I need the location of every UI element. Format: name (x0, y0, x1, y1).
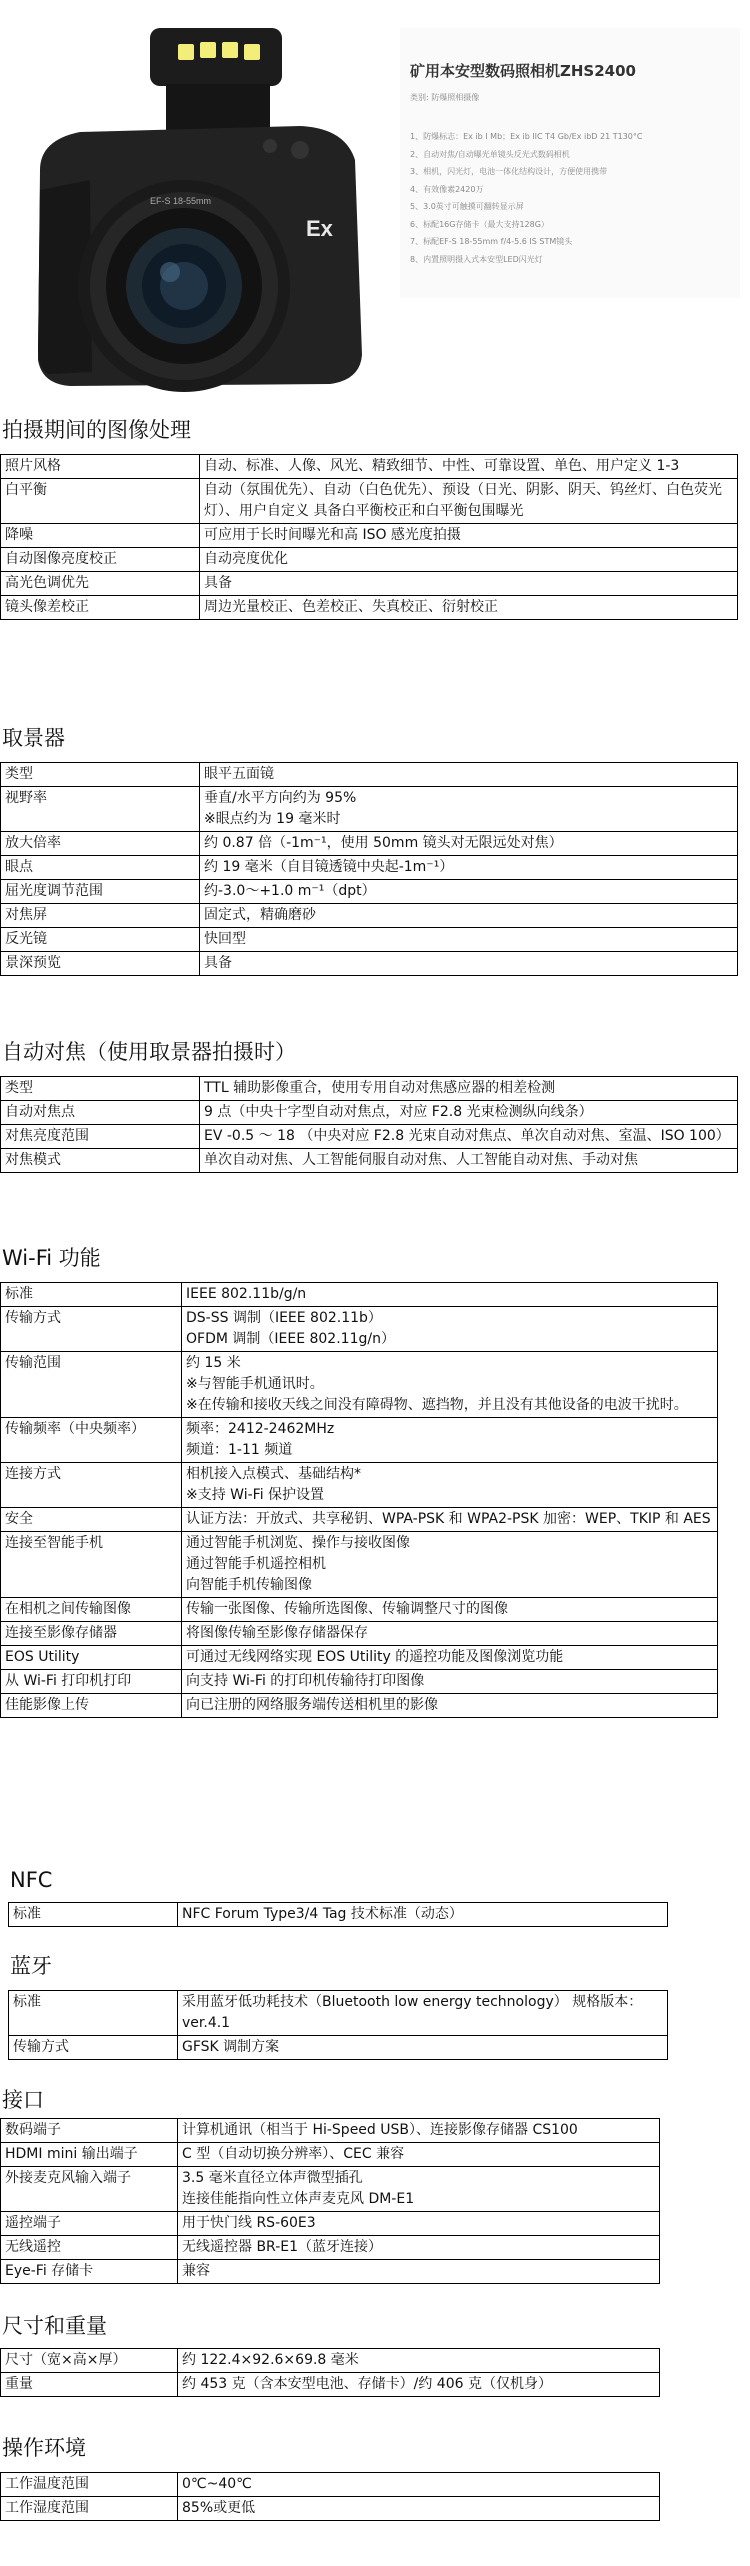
spec-value (182, 1694, 718, 1718)
spec-value (200, 1125, 738, 1149)
spec-key: 景深预览 (1, 952, 200, 976)
spec-table-shooting (0, 454, 738, 620)
spec-key: 镜头像差校正 (1, 596, 200, 620)
spec-value-line: OFDM 调制（IEEE 802.11g/n） (186, 1331, 395, 1347)
camera-ex-badge: Ex (306, 216, 333, 241)
spec-value-line: 相机接入点模式、基础结构* (186, 1466, 361, 1482)
spec-value (178, 2036, 668, 2060)
spec-key: 标准 (9, 1991, 178, 2036)
spec-value (178, 1903, 668, 1927)
spec-key: EOS Utility (1, 1646, 182, 1670)
spec-value (178, 2212, 660, 2236)
product-feature: 7、标配EF-S 18-55mm f/4-5.6 IS STM镜头 (410, 237, 573, 246)
spec-table-interface (0, 2118, 660, 2284)
spec-value-line: 频道：1-11 频道 (186, 1442, 293, 1458)
spec-value-line: 传输一张图像、传输所选图像、传输调整尺寸的图像 (186, 1601, 508, 1617)
spec-table-nfc (8, 1902, 668, 1927)
spec-value-line: 兼容 (182, 2263, 210, 2279)
spec-row (1, 2236, 660, 2260)
spec-value (182, 1622, 718, 1646)
spec-value (178, 2349, 660, 2373)
spec-table-wifi (0, 1282, 718, 1718)
spec-row (1, 1125, 738, 1149)
spec-key: 放大倍率 (1, 832, 200, 856)
spec-key: Eye-Fi 存储卡 (1, 2260, 178, 2284)
spec-row (1, 928, 738, 952)
spec-value-line: 约 0.87 倍（-1m⁻¹，使用 50mm 镜头对无限远处对焦） (204, 835, 563, 851)
spec-value-line: 可应用于长时间曝光和高 ISO 感光度拍摄 (204, 527, 461, 543)
spec-value (182, 1352, 718, 1418)
spec-row (9, 1903, 668, 1927)
spec-value-line: DS-SS 调制（IEEE 802.11b） (186, 1310, 382, 1326)
spec-key: 自动图像亮度校正 (1, 548, 200, 572)
spec-key: 传输方式 (9, 2036, 178, 2060)
spec-value (182, 1283, 718, 1307)
spec-row (1, 1101, 738, 1125)
spec-value (200, 548, 738, 572)
spec-value (200, 880, 738, 904)
spec-key: 工作湿度范围 (1, 2497, 178, 2521)
spec-row (1, 1646, 718, 1670)
spec-key: 遥控端子 (1, 2212, 178, 2236)
spec-key: 佳能影像上传 (1, 1694, 182, 1718)
spec-key: 高光色调优先 (1, 572, 200, 596)
spec-row (1, 2260, 660, 2284)
spec-table-env (0, 2472, 660, 2521)
spec-key: 对焦模式 (1, 1149, 200, 1173)
spec-value-line: ※眼点约为 19 毫米时 (204, 811, 341, 827)
spec-value-line: 0℃~40℃ (182, 2476, 252, 2492)
spec-row (1, 1694, 718, 1718)
spec-value (200, 928, 738, 952)
spec-value-line: 眼平五面镜 (204, 766, 274, 782)
spec-key: 类型 (1, 1077, 200, 1101)
spec-row (1, 479, 738, 524)
spec-key: 传输方式 (1, 1307, 182, 1352)
spec-value-line: 无线遥控器 BR-E1（蓝牙连接） (182, 2239, 383, 2255)
spec-value (178, 2473, 660, 2497)
spec-row (1, 2497, 660, 2521)
spec-row (1, 548, 738, 572)
section-title-af: 自动对焦（使用取景器拍摄时） (2, 1040, 296, 1064)
spec-value (182, 1670, 718, 1694)
spec-value (178, 2260, 660, 2284)
spec-key: 连接至影像存储器 (1, 1622, 182, 1646)
spec-row (1, 1463, 718, 1508)
spec-table-size (0, 2348, 660, 2397)
spec-row (1, 1532, 718, 1598)
spec-value-line: 具备 (204, 955, 232, 971)
spec-key: 自动对焦点 (1, 1101, 200, 1125)
spec-value (182, 1598, 718, 1622)
product-feature: 4、有效像素2420万 (410, 184, 484, 194)
product-feature: 3、相机，闪光灯，电池一体化结构设计，方便使用携带 (410, 167, 608, 176)
spec-row (1, 1352, 718, 1418)
section-title-bluetooth: 蓝牙 (10, 1954, 52, 1978)
spec-key: 工作温度范围 (1, 2473, 178, 2497)
spec-key: 尺寸（宽×高×厚） (1, 2349, 178, 2373)
spec-key: 传输范围 (1, 1352, 182, 1418)
spec-value (182, 1463, 718, 1508)
spec-key: 视野率 (1, 787, 200, 832)
spec-key: 白平衡 (1, 479, 200, 524)
spec-row (1, 1598, 718, 1622)
spec-value-line: 85%或更低 (182, 2500, 256, 2516)
spec-key: 屈光度调节范围 (1, 880, 200, 904)
spec-value-line: 约 19 毫米（自目镜透镜中央起-1m⁻¹） (204, 859, 454, 875)
spec-key: 传输频率（中央频率） (1, 1418, 182, 1463)
spec-value (178, 2236, 660, 2260)
spec-key: 连接方式 (1, 1463, 182, 1508)
spec-key: 数码端子 (1, 2119, 178, 2143)
spec-value-line: 具备 (204, 575, 232, 591)
spec-value-line: 约 122.4×92.6×69.8 毫米 (182, 2352, 359, 2368)
spec-row (1, 1149, 738, 1173)
spec-value-line: 向已注册的网络服务端传送相机里的影像 (186, 1697, 438, 1713)
spec-value-line: ※支持 Wi-Fi 保护设置 (186, 1487, 325, 1503)
spec-value-line: 快回型 (204, 931, 246, 947)
spec-key: 类型 (1, 763, 200, 787)
product-feature: 8、内置照明摄入式本安型LED闪光灯 (410, 254, 543, 264)
spec-row (1, 2212, 660, 2236)
spec-key: 反光镜 (1, 928, 200, 952)
spec-row (1, 1307, 718, 1352)
spec-value-line: 单次自动对焦、人工智能伺服自动对焦、人工智能自动对焦、手动对焦 (204, 1152, 638, 1168)
spec-row (1, 832, 738, 856)
spec-row (1, 1283, 718, 1307)
spec-key: 对焦屏 (1, 904, 200, 928)
spec-value (200, 596, 738, 620)
spec-value-line: 连接佳能指向性立体声麦克风 DM-E1 (182, 2191, 415, 2207)
spec-row (1, 904, 738, 928)
spec-value-line: 约-3.0～+1.0 m⁻¹（dpt） (204, 883, 376, 899)
section-title-env: 操作环境 (2, 2436, 86, 2460)
spec-value-line: 垂直/水平方向约为 95% (204, 790, 357, 806)
spec-key: 连接至智能手机 (1, 1532, 182, 1598)
spec-key: 标准 (1, 1283, 182, 1307)
spec-value (200, 524, 738, 548)
spec-value-line: 用于快门线 RS-60E3 (182, 2215, 316, 2231)
spec-row (1, 596, 738, 620)
spec-value (182, 1646, 718, 1670)
spec-key: 眼点 (1, 856, 200, 880)
spec-value-line: 通过智能手机遥控相机 (186, 1556, 326, 1572)
section-title-interface: 接口 (2, 2088, 44, 2112)
spec-value (200, 856, 738, 880)
spec-value (200, 1149, 738, 1173)
spec-row (9, 1991, 668, 2036)
spec-value (200, 1101, 738, 1125)
spec-row (1, 572, 738, 596)
spec-row (1, 2119, 660, 2143)
spec-row (1, 2167, 660, 2212)
spec-value (178, 2167, 660, 2212)
spec-row (1, 2349, 660, 2373)
spec-value-line: 计算机通讯（相当于 Hi-Speed USB）、连接影像存储器 CS100 (182, 2122, 578, 2138)
product-hero (0, 0, 750, 420)
spec-key: 安全 (1, 1508, 182, 1532)
product-feature-list (410, 128, 642, 268)
spec-key: 降噪 (1, 524, 200, 548)
spec-value-line: ※在传输和接收天线之间没有障碍物、遮挡物，并且没有其他设备的电波干扰时。 (186, 1397, 688, 1413)
spec-value-line: 固定式，精确磨砂 (204, 907, 316, 923)
spec-key: 在相机之间传输图像 (1, 1598, 182, 1622)
spec-row (1, 1670, 718, 1694)
spec-value (200, 572, 738, 596)
section-title-nfc: NFC (10, 1868, 53, 1892)
spec-value (200, 1077, 738, 1101)
spec-key: 外接麦克风输入端子 (1, 2167, 178, 2212)
spec-value-line: 可通过无线网络实现 EOS Utility 的遥控功能及图像浏览功能 (186, 1649, 564, 1665)
spec-row (1, 524, 738, 548)
spec-table-viewfinder (0, 762, 738, 976)
spec-value (182, 1532, 718, 1598)
spec-key: HDMI mini 输出端子 (1, 2143, 178, 2167)
spec-value (178, 2497, 660, 2521)
spec-value-line: 向支持 Wi-Fi 的打印机传输待打印图像 (186, 1673, 425, 1689)
spec-value-line: IEEE 802.11b/g/n (186, 1286, 307, 1302)
spec-table-bluetooth (8, 1990, 668, 2060)
spec-value-line: 约 15 米 (186, 1355, 241, 1371)
spec-row (1, 952, 738, 976)
section-title-viewfinder: 取景器 (2, 726, 65, 750)
spec-row (1, 1508, 718, 1532)
spec-row (1, 2143, 660, 2167)
spec-row (1, 856, 738, 880)
spec-value-line: 9 点（中央十字型自动对焦点，对应 F2.8 光束检测纵向线条） (204, 1104, 593, 1120)
spec-value-line: 周边光量校正、色差校正、失真校正、衍射校正 (204, 599, 498, 615)
spec-value (200, 904, 738, 928)
product-title: 矿用本安型数码照相机ZHS2400 (410, 62, 636, 80)
spec-value-line: 通过智能手机浏览、操作与接收图像 (186, 1535, 410, 1551)
spec-value-line: 自动亮度优化 (204, 551, 288, 567)
product-feature: 1、防爆标志：Ex ib I Mb；Ex ib IIC T4 Gb/Ex ibD 21 T130°C (410, 132, 643, 141)
spec-value (178, 1991, 668, 2036)
spec-value-line: 自动、标准、人像、风光、精致细节、中性、可靠设置、单色、用户定义 1-3 (204, 458, 680, 474)
spec-row (1, 1077, 738, 1101)
spec-key: 重量 (1, 2373, 178, 2397)
section-title-wifi: Wi-Fi 功能 (2, 1246, 101, 1270)
lens-label: EF-S 18-55mm (150, 196, 212, 206)
spec-row (1, 763, 738, 787)
product-category: 类别: 防爆照相摄像 (410, 93, 480, 102)
spec-value (200, 787, 738, 832)
section-title-size: 尺寸和重量 (2, 2314, 107, 2338)
spec-value (200, 479, 738, 524)
product-feature: 5、3.0英寸可触摸可翻转显示屏 (410, 202, 524, 211)
spec-value-line: EV -0.5 ～ 18 （中央对应 F2.8 光束自动对焦点、单次自动对焦、室温、ISO 100） (204, 1128, 730, 1144)
spec-row (1, 2473, 660, 2497)
spec-key: 从 Wi-Fi 打印机打印 (1, 1670, 182, 1694)
spec-value-line: TTL 辅助影像重合，使用专用自动对焦感应器的相差检测 (204, 1080, 556, 1096)
spec-key: 照片风格 (1, 455, 200, 479)
spec-row (1, 787, 738, 832)
spec-value-line: ※与智能手机通讯时。 (186, 1376, 324, 1392)
spec-key: 无线遥控 (1, 2236, 178, 2260)
spec-value-line: 3.5 毫米直径立体声微型插孔 (182, 2170, 363, 2186)
spec-key: 对焦亮度范围 (1, 1125, 200, 1149)
spec-value-line: 频率：2412-2462MHz (186, 1421, 335, 1437)
spec-value-line: 自动（氛围优先）、自动（白色优先）、预设（日光、阴影、阴天、钨丝灯、白色荧光灯）、用户自定义 具备白平衡校正和白平衡包围曝光 (204, 482, 722, 519)
spec-value-line: NFC Forum Type3/4 Tag 技术标准（动态） (182, 1906, 463, 1922)
spec-table-af (0, 1076, 738, 1173)
spec-value (182, 1307, 718, 1352)
spec-value (200, 832, 738, 856)
section-title-shooting: 拍摄期间的图像处理 (2, 418, 191, 442)
spec-value (200, 952, 738, 976)
spec-value (182, 1508, 718, 1532)
spec-value-line: GFSK 调制方案 (182, 2039, 280, 2055)
spec-value-line: 认证方法：开放式、共享秘钥、WPA-PSK 和 WPA2-PSK 加密：WEP、TKIP 和 AES (186, 1511, 711, 1527)
spec-value-line: 采用蓝牙低功耗技术（Bluetooth low energy technology） 规格版本：ver.4.1 (182, 1994, 643, 2031)
camera-image (0, 0, 400, 420)
spec-value (178, 2143, 660, 2167)
spec-value-line: 向智能手机传输图像 (186, 1577, 312, 1593)
spec-row (9, 2036, 668, 2060)
spec-value-line: 将图像传输至影像存储器保存 (186, 1625, 368, 1641)
spec-value (200, 763, 738, 787)
spec-row (1, 2373, 660, 2397)
spec-value-line: C 型（自动切换分辨率）、CEC 兼容 (182, 2146, 405, 2162)
product-feature: 6、标配16G存储卡（最大支持128G） (410, 219, 549, 229)
spec-key: 标准 (9, 1903, 178, 1927)
spec-value (178, 2119, 660, 2143)
spec-value (182, 1418, 718, 1463)
spec-row (1, 455, 738, 479)
spec-row (1, 880, 738, 904)
spec-row (1, 1622, 718, 1646)
spec-row (1, 1418, 718, 1463)
product-feature: 2、自动对焦/自动曝光单镜头反光式数码相机 (410, 149, 570, 159)
spec-value (178, 2373, 660, 2397)
spec-value (200, 455, 738, 479)
spec-value-line: 约 453 克（含本安型电池、存储卡）/约 406 克（仅机身） (182, 2376, 552, 2392)
